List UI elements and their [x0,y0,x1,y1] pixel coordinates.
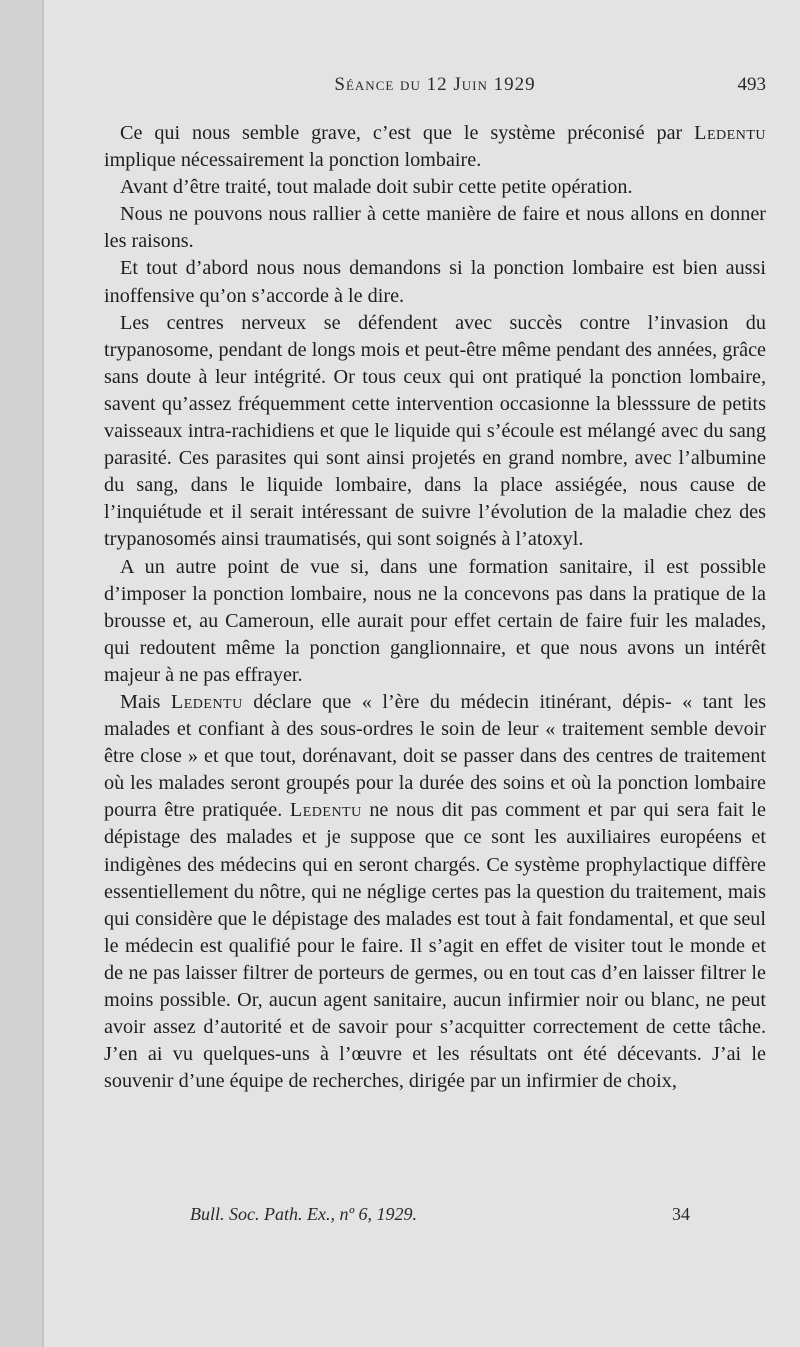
author-name: Ledentu [289,799,362,822]
author-name: Ledentu [694,122,766,144]
text-run: A un autre point de vue si, dans une formation sanitaire, il est possible d’imposer la ponction lombaire, nous ne la concevons pas dans la pratique de la brousse et, au Cameroun, elle aurait pour effet certain de faire fuir les malades, qui redoutent même la ponction ganglionnaire, et que nous avons un intérêt majeur à ne pas effrayer. [104,555,766,686]
page-header [104,74,766,104]
text-run: Ce qui nous semble grave, c’est que le système préconisé par [120,122,695,144]
text-run: Et tout d’abord nous nous demandons si la ponction lombaire est bien aussi inoffensive qu’on s’accorde à le dire. [104,257,766,307]
body-text [104,120,766,1095]
text-run: implique nécessairement la ponction lombaire. [104,149,482,172]
text-run: déclare que « l’ère du médecin itinérant, dépis- « tant les malades et confiant à des sous-ordres le soin de leur « traitement semble devoir être close » et que tout, dorénavant, doit se passer dans des centres de traitement où les malades seront groupés pour la durée des soins et où la ponction lombaire pourra être pratiquée. [104,690,766,822]
text-run: Les centres nerveux se défendent avec succès contre l’invasion du trypanosome, pendant de longs mois et peut-être même pendant des années, grâce sans doute à leur intégrité. Or tous ceux qui ont pratiqué la ponction lombaire, savent qu’assez fréquemment cette intervention occasionne la blesssure de petits vaisseaux intra-rachidiens et que le liquide qui s’écoule est mélangé avec du sang parasité. Ces parasites qui sont ainsi projetés en grand nombre, avec l’albumine du sang, dans le liquide lombaire, dans la place assiégée, nous cause de l’inquiétude et il serait intéressant de suivre l’évolution de la maladie chez des trypanosomés ainsi traumatisés, qui sont soignés à l’atoxyl. [104,311,766,551]
text-run: Avant d’être traité, tout malade doit subir cette petite opération. [120,176,633,199]
paragraph [104,174,766,201]
binding-gutter [0,0,44,1347]
paragraph [104,120,766,174]
paragraph [104,310,766,554]
paragraph [104,689,766,1095]
text-run: Nous ne pouvons nous rallier à cette manière de faire et nous allons en donner les raisons. [104,203,766,253]
running-title: Séance du 12 Juin 1929 [334,74,536,95]
page-footer [190,1204,690,1230]
signature-mark: 34 [672,1204,690,1224]
journal-citation: Bull. Soc. Path. Ex., nº 6, 1929. [190,1204,418,1224]
text-run: Mais [120,690,171,713]
paragraph [104,554,766,689]
author-name: Ledentu [170,690,243,713]
paragraph [104,255,766,309]
text-run: ne nous dit pas comment et par qui sera fait le dépistage des malades et je suppose que ce sont les auxiliaires européens et indigènes des médecins qui en seront chargés. Ce système prophylactique diffère essentiellement du nôtre, qui ne néglige certes pas la question du traitement, mais qui considère que le dépistage des malades est tout à fait fondamental, et que seul le médecin est qualifié pour le faire. Il s’agit en effet de visiter tout le monde et de ne pas laisser filtrer de porteurs de germes, ou en tout cas d’en laisser filtrer le moins possible. Or, aucun agent sanitaire, aucun infirmier noir ou blanc, ne peut avoir assez d’autorité et de savoir pour s’acquitter correctement de cette tâche. J’en ai vu quelques-uns à l’œuvre et les résultats ont été décevants. J’ai le souvenir d’une équipe de recherches, dirigée par un infirmier de choix, [104,799,766,1093]
page-number: 493 [737,74,766,95]
paragraph [104,201,766,255]
